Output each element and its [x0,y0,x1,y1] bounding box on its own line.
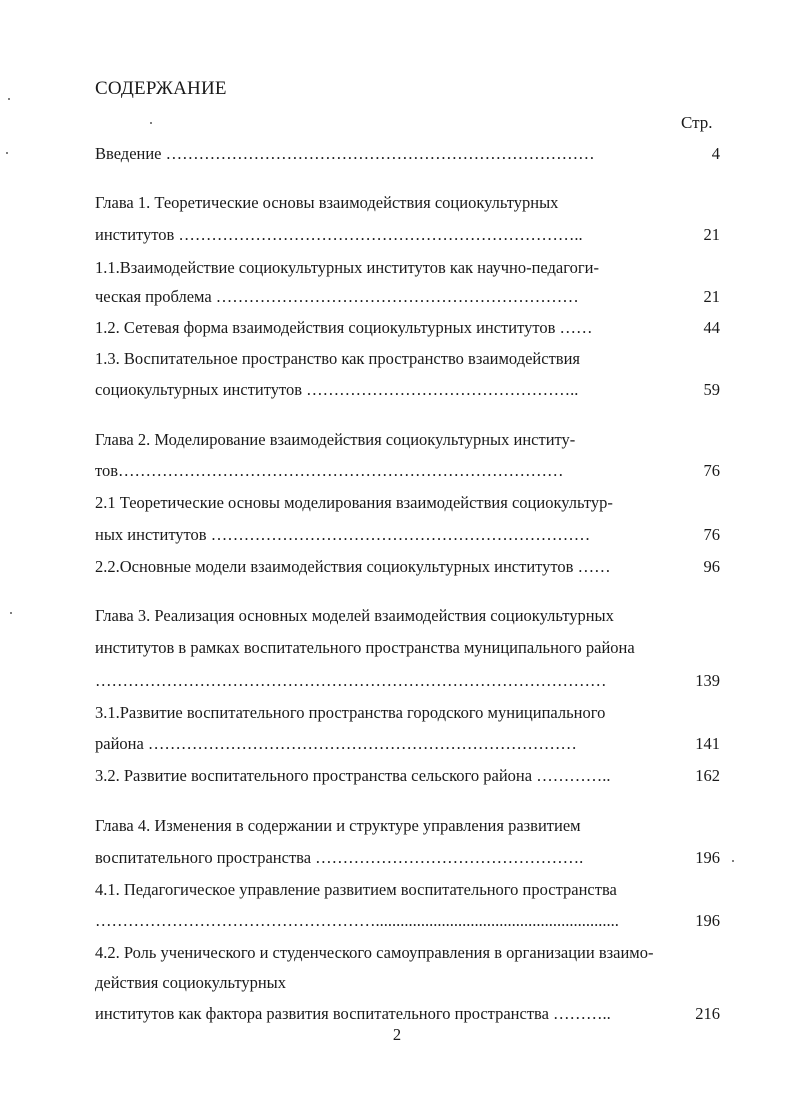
toc-entry-page: 76 [703,461,720,480]
toc-entry-text: 1.1.Взаимодействие социокультурных институтов как научно-педагоги- [95,258,599,277]
toc-chapter-1-title [95,192,558,214]
toc-chapter-4-title [95,815,581,837]
toc-section-1-3-end [95,379,720,401]
scan-speck [6,152,8,154]
toc-section-4-2-end [95,1003,720,1025]
page-number: 2 [392,1025,402,1044]
toc-chapter-3-end [95,670,720,692]
toc-section-2-2 [95,556,720,578]
toc-entry-page: 44 [703,318,720,337]
toc-entry-text: воспитательного пространства …………………………………………. [95,848,584,867]
toc-section-4-2-title-cont [95,972,286,994]
toc-section-3-2 [95,765,720,787]
toc-section-3-1-title [95,702,605,724]
toc-entry-text: социокультурных институтов ………………………………………….. [95,380,579,399]
scan-speck [10,612,12,614]
toc-chapter-2-title [95,429,575,451]
toc-chapter-3-title-cont [95,637,635,659]
toc-entry-text: 1.2. Сетевая форма взаимодействия социокультурных институтов …… [95,318,593,337]
toc-entry-page: 76 [703,525,720,544]
toc-entry-page: 21 [703,287,720,306]
toc-entry-text: Глава 3. Реализация основных моделей взаимодействия социокультурных [95,606,614,625]
toc-section-1-1-title [95,257,599,279]
toc-entry-text: 4.1. Педагогическое управление развитием воспитательного пространства [95,880,617,899]
page-column-label: Стр. [681,113,713,132]
toc-entry-text: тов……………………………………………………………………… [95,461,564,480]
toc-entry-introduction [95,143,720,165]
toc-entry-page: 59 [703,380,720,399]
toc-entry-page: 21 [703,225,720,244]
toc-entry-page: 139 [695,671,720,690]
toc-entry-text: 3.1.Развитие воспитательного пространства городского муниципального [95,703,606,722]
toc-entry-text: 2.1 Теоретические основы моделирования взаимодействия социокультур- [95,493,613,512]
toc-entry-text: институтов в рамках воспитательного пространства муниципального района [95,638,635,657]
toc-entry-page: 196 [695,848,720,867]
toc-entry-page: 216 [695,1004,720,1023]
toc-entry-text: институтов как фактора развития воспитательного пространства ……….. [95,1004,611,1023]
toc-entry-text: Глава 2. Моделирование взаимодействия социокультурных институ- [95,430,576,449]
toc-entry-text: Введение …………………………………………………………………… [95,144,595,163]
toc-entry-text: ческая проблема ………………………………………………………… [95,287,579,306]
toc-entry-text: институтов ……………………………………………………………….. [95,225,583,244]
toc-chapter-4-end [95,847,720,869]
toc-section-1-1-end [95,286,720,308]
scan-speck [732,860,734,862]
toc-entry-text: ……………………………………………........................................................... [95,911,619,930]
scan-speck [150,122,152,124]
toc-section-4-1-title [95,879,617,901]
toc-chapter-3-title [95,605,614,627]
toc-section-1-2 [95,317,720,339]
toc-entry-text: Глава 1. Теоретические основы взаимодействия социокультурных [95,193,559,212]
toc-heading: СОДЕРЖАНИЕ [95,78,227,99]
toc-entry-page: 96 [703,557,720,576]
toc-section-1-3-title [95,348,580,370]
scan-speck [8,98,10,100]
toc-entry-text: ………………………………………………………………………………… [95,671,607,690]
toc-section-4-1-end [95,910,720,932]
toc-chapter-2-end [95,460,720,482]
toc-entry-page: 141 [695,734,720,753]
toc-entry-text: Глава 4. Изменения в содержании и структуре управления развитием [95,816,581,835]
toc-entry-text: 2.2.Основные модели взаимодействия социокультурных институтов …… [95,557,611,576]
toc-section-3-1-end [95,733,720,755]
toc-entry-text: 3.2. Развитие воспитательного пространства сельского района ………….. [95,766,611,785]
toc-entry-page: 162 [695,766,720,785]
toc-section-4-2-title [95,942,654,964]
toc-chapter-1-end [95,224,720,246]
toc-entry-page: 196 [695,911,720,930]
toc-entry-text: района …………………………………………………………………… [95,734,577,753]
toc-entry-text: 4.2. Роль ученического и студенческого самоуправления в организации взаимо- [95,943,654,962]
toc-section-2-1-end [95,524,720,546]
toc-entry-text: действия социокультурных [95,973,286,992]
toc-entry-text: ных институтов …………………………………………………………… [95,525,591,544]
toc-section-2-1-title [95,492,613,514]
toc-entry-page: 4 [711,144,720,163]
toc-entry-text: 1.3. Воспитательное пространство как пространство взаимодействия [95,349,580,368]
